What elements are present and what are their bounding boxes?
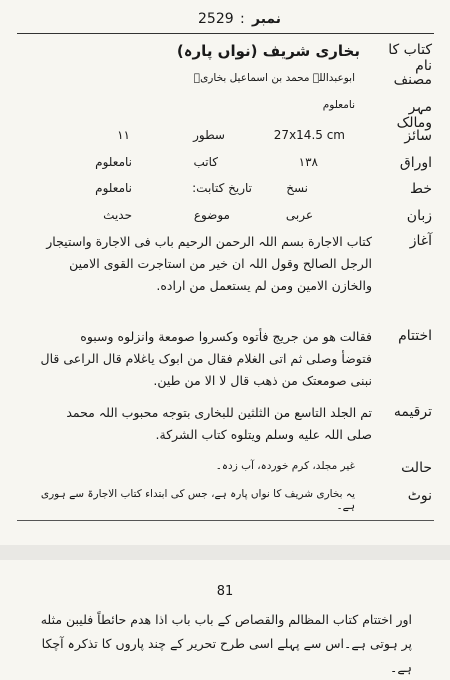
seals-value: نامعلوم	[322, 99, 355, 111]
pages-label: اوراق	[399, 155, 432, 171]
beginning-line: الرجل الصالح وقول اللہ ان خیر من استاجرت القوی الامین	[69, 256, 372, 271]
author-value: ابوعبداللہ محمد بن اسماعیل بخاریؒ	[193, 72, 355, 84]
note-value: یہ بخاری شریف کا نواں پارہ ہے، جس کی ابتداء کتاب الاجارۃ سے ہوری ہے۔	[40, 488, 355, 512]
next-page-text	[16, 608, 412, 680]
colophon-text	[16, 402, 372, 446]
condition-label: حالت	[401, 460, 432, 476]
script-value: نسخ	[286, 181, 308, 195]
colophon-line: تم الجلد التاسع من الثلثین للبخاری بتوجه محبوب اللہ محمد	[66, 405, 372, 420]
script-label: خط	[410, 181, 432, 197]
lines-label: سطور	[193, 128, 225, 142]
beginning-text	[16, 231, 372, 297]
catalog-number-label: نمبر	[252, 11, 282, 27]
beginning-line: کتاب الاجارة بسم اللہ الرحمن الرحیم باب فی الاجارة واستیجار	[46, 234, 372, 249]
author-label: مصنف	[393, 72, 432, 88]
header-divider	[17, 33, 434, 34]
ending-label: اختتام	[398, 328, 432, 344]
colophon-label: ترقیمه	[393, 404, 432, 420]
next-page-line: پر ہوتی ہے۔اس سے پہلے اسی طرح تحریر کے چند پاروں کا تذکرہ آچکا ہے۔	[41, 636, 412, 675]
note-label: نوٹ	[407, 488, 432, 504]
beginning-label: آغاز	[409, 233, 432, 249]
language-value: عربی	[285, 208, 313, 222]
seals-label: مہر ومالک	[396, 99, 432, 131]
ending-text	[16, 326, 372, 392]
scribe-label: کاتب	[193, 155, 218, 169]
page-number: 81	[216, 584, 234, 599]
catalog-number-value: 2529	[198, 11, 234, 27]
footer-divider	[17, 520, 434, 521]
scribe-value: نامعلوم	[95, 155, 132, 169]
condition-value: غیر مجلد، کرم خوردہ، آب زدہ۔	[215, 460, 355, 472]
subject-label: موضوع	[193, 208, 230, 222]
date-label: تاریخ کتابت:	[192, 181, 252, 195]
book-name-label: کتاب کا نام	[388, 42, 432, 74]
catalog-header	[0, 9, 450, 31]
book-name-value: بخاری شریف (نواں پارہ)	[176, 42, 360, 60]
beginning-line: والخازن الامین ومن لم یستعمل من اراده.	[156, 278, 372, 293]
lines-value: ۱۱	[117, 128, 130, 142]
pages-value: ۱۳۸	[298, 155, 318, 169]
size-value: 27x14.5 cm	[273, 128, 345, 142]
size-label: سائز	[404, 128, 432, 144]
colophon-line: صلی اللہ علیه وسلم ویتلوه کتاب الشرکة.	[155, 427, 372, 442]
catalog-number-colon: :	[240, 11, 245, 27]
next-page-line: اور اختتام کتاب المظالم والقصاص کے باب باب اذا هدم حائطاً فلیبن مثله	[40, 612, 412, 627]
ending-line: نبنی صومعتک من ذهب قال لا الا من طین.	[153, 373, 372, 388]
ending-line: فقالت هو من جریج فأتوه وکسروا صومعة وانزلوه وسبوه	[80, 329, 372, 344]
ending-line: فتوضأ وصلی ثم اتی الغلام فقال من ابوک یاغلام قال الراعی قال	[40, 351, 372, 366]
date-value: نامعلوم	[95, 181, 132, 195]
subject-value: حدیث	[103, 208, 132, 222]
language-label: زبان	[406, 208, 432, 224]
